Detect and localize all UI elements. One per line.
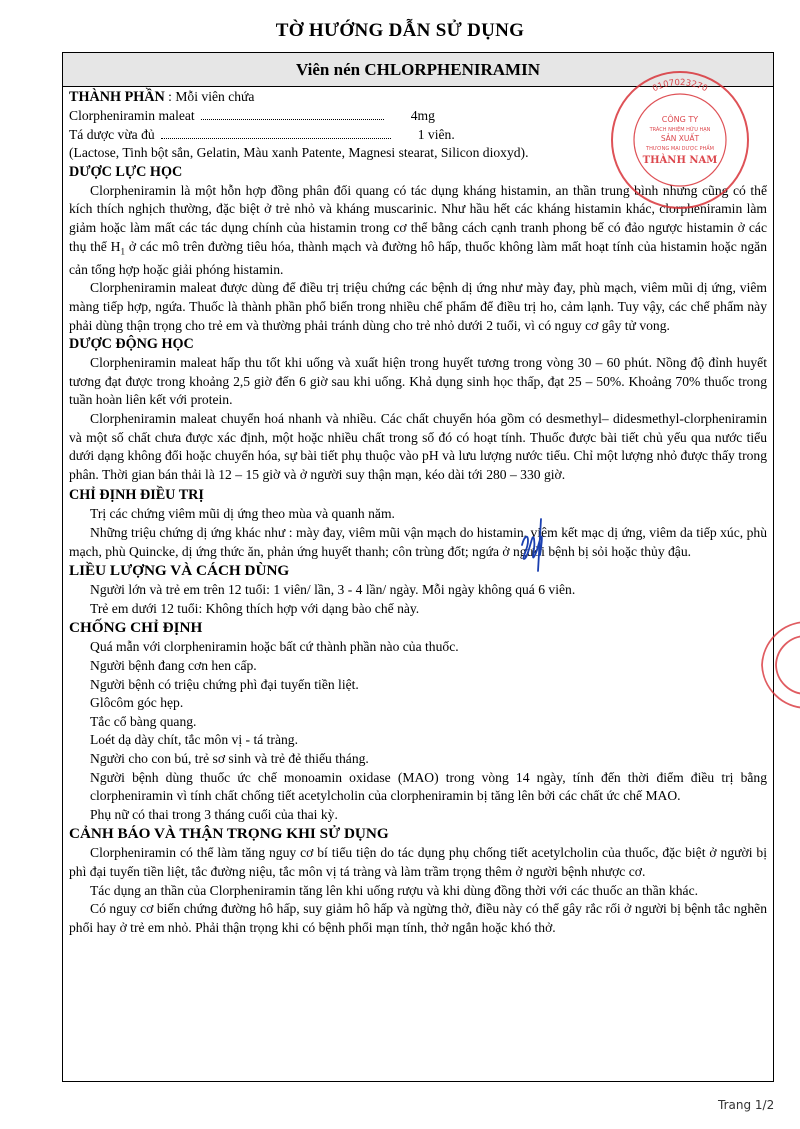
seal-line: SẢN XUẤT [660, 134, 700, 143]
warnings-paragraph: Clorpheniramin có thể làm tăng nguy cơ bí tiểu tiện do tác dụng phụ chống tiết acetylcholin của thuốc, đặc biệt ở người bị phì đại tuyến tiền liệt, tắc đường niệu, tắc môn vị tá tràng và làm trầm trọng thêm ở người bệnh nhược cơ. [69, 845, 767, 879]
composition-item-label: Clorpheniramin maleat [69, 108, 195, 123]
excipients-text: (Lactose, Tinh bột sắn, Gelatin, Màu xanh Patente, Magnesi stearat, Silicon dioxyd). [69, 145, 529, 161]
product-prefix: Viên nén [296, 60, 365, 79]
pharmacokinetics-paragraph: Clorpheniramin maleat hấp thu tốt khi uống và xuất hiện trong huyết tương trong vòng 30 – 60 phút. Nồng độ đỉnh huyết tương đạt được trong khoảng 2,5 giờ đến 6 giờ sau khi uống. Khả dụng sinh học thấp, đạt 25 – 50%. Khoảng 70% thuốc trong tuần hoàn liên kết với protein. [69, 355, 767, 408]
composition-heading: THÀNH PHẦN [69, 89, 165, 105]
company-seal-icon [607, 67, 753, 213]
leader-dots [161, 128, 391, 139]
page-number: Trang 1/2 [718, 1098, 775, 1112]
contraindication-item: Tắc cổ bàng quang. [90, 713, 197, 729]
pharmacodynamics-heading: DƯỢC LỰC HỌC [69, 163, 183, 180]
product-name: CHLORPHENIRAMIN [364, 60, 540, 79]
composition-item-value: 4mg [410, 108, 435, 123]
dosage-paragraph: Trẻ em dưới 12 tuổi: Không thích hợp với dạng bào chế này. [90, 600, 420, 616]
warnings-heading: CẢNH BÁO VÀ THẬN TRỌNG KHI SỬ DỤNG [69, 825, 389, 843]
composition-item-label: Tá dược vừa đủ [69, 126, 155, 142]
seal-line: CÔNG TY [661, 115, 699, 124]
contraindication-item: Người bệnh dùng thuốc ức chế monoamin oxidase (MAO) trong vòng 14 ngày, tính đến thời điểm điều trị bằng clorpheniramin vì tính chất chống tiết acetylcholin của clorpheniramin bị tăng lên bởi các chất ức chế MAO. [90, 769, 767, 804]
contraindications-heading: CHỐNG CHỈ ĐỊNH [69, 619, 203, 637]
contraindication-item: Người bệnh đang cơn hen cấp. [90, 657, 257, 673]
seal-line: THÀNH NAM [642, 155, 718, 166]
contraindication-item: Glôcôm góc hẹp. [90, 695, 184, 711]
indications-paragraph: Trị các chứng viêm mũi dị ứng theo mùa và quanh năm. [90, 506, 395, 522]
indications-heading: CHỈ ĐỊNH ĐIỀU TRỊ [69, 487, 204, 504]
seal-reg-no: 0107023270 [650, 77, 710, 95]
partial-stamp-icon [748, 620, 800, 710]
contraindication-item: Loét dạ dày chít, tắc môn vị - tá tràng. [90, 732, 298, 748]
contraindication-item: Người cho con bú, trẻ sơ sinh và trẻ đẻ thiếu tháng. [90, 750, 369, 766]
warnings-paragraph: Có nguy cơ biến chứng đường hô hấp, suy giảm hô hấp và ngừng thở, điều này có thể gây rắc rối ở người bị bệnh tắc nghẽn phổi hay ở trẻ em nhỏ. Phải thận trọng khi có bệnh phổi mạn tính, thở ngắn hoặc khó thở. [69, 901, 767, 935]
receptor-subscript: 1 [120, 246, 125, 257]
seal-line: TRÁCH NHIỆM HỮU HẠN [649, 127, 711, 133]
indications-paragraph: Những triệu chứng dị ứng khác như : mày đay, viêm mũi vận mạch do histamin, viêm kết mạc dị ứng, viêm da tiếp xúc, phù mạch, phù Quincke, dị ứng thức ăn, phản ứng huyết thanh; côn trùng đốt; ngứa ở người bệnh bị sỏi hoặc thủy đậu. [69, 525, 767, 559]
dosage-paragraph: Người lớn và trẻ em trên 12 tuổi: 1 viên/ lần, 3 - 4 lần/ ngày. Mỗi ngày không quá 6 viên. [90, 582, 576, 598]
dosage-heading: LIỀU LƯỢNG VÀ CÁCH DÙNG [69, 562, 290, 580]
leader-dots [201, 109, 384, 120]
document-title: TỜ HƯỚNG DẪN SỬ DỤNG [275, 20, 525, 41]
pharmacokinetics-heading: DƯỢC ĐỘNG HỌC [69, 336, 194, 353]
pharmacodynamics-text-b: ở các mô trên đường tiêu hóa, thành mạch và đường hô hấp, thuốc không làm mất hoạt tính của histamin hoặc ngăn cản tổng hợp hoặc giải phóng histamin. [69, 238, 768, 277]
contraindication-item: Phụ nữ có thai trong 3 tháng cuối của thai kỳ. [90, 806, 338, 822]
contraindication-item: Quá mẫn với clorpheniramin hoặc bất cứ thành phần nào của thuốc. [90, 639, 459, 655]
pharmacokinetics-paragraph: Clorpheniramin maleat chuyển hoá nhanh và nhiều. Các chất chuyển hóa gồm có desmethyl– didesmethyl-clorpheniramin và một số chất chưa được xác định, một hoặc nhiều chất trong số đó có hoạt tính. Thuốc được bài tiết chủ yếu qua nước tiểu dưới dạng không đổi hoặc chuyển hóa, sự bài tiết phụ thuộc vào pH và lưu lượng nước tiểu. Chỉ một lượng nhỏ được thấy trong phân. Thời gian bán thải là 12 – 15 giờ và ở người suy thận mạn, kéo dài tới 280 – 330 giờ. [69, 411, 767, 482]
pharmacodynamics-paragraph: Clorpheniramin maleat được dùng để điều trị triệu chứng các bệnh dị ứng như mày đay, phù mạch, viêm mũi dị ứng, viêm màng tiếp hợp, ngứa. Thuốc là thành phần phổ biến trong nhiều chế phẩm để điều trị ho, cảm lạnh. Tuy vậy, các chế phẩm này phải dùng thận trọng cho trẻ em và thường phải tránh dùng cho trẻ nhỏ dưới 2 tuổi, vì có nguy cơ gây tử vong. [69, 280, 767, 333]
leaflet-content [63, 87, 773, 937]
svg-text:0107023270 [651, 78, 709, 94]
composition-item-value: 1 viên. [417, 126, 455, 142]
seal-line: THƯƠNG MẠI DƯỢC PHẨM [646, 146, 714, 152]
warnings-paragraph: Tác dụng an thần của Clorpheniramin tăng lên khi uống rượu và khi dùng đồng thời với các thuốc an thần khác. [90, 882, 699, 898]
contraindication-item: Người bệnh có triệu chứng phì đại tuyến tiền liệt. [90, 676, 359, 692]
composition-heading-suffix: : Mỗi viên chứa [164, 89, 255, 104]
pharmacodynamics-text-a: Clorpheniramin là một hỗn hợp đồng phân đối quang có tác dụng kháng histamin, an thần trung bình nhưng cũng có thể kích thích nghịch thường, đặc biệt ở trẻ nhỏ và kháng muscarinic. Như hầu hết các kháng histamin khác, clorpheniramin làm giảm hoặc làm mất các tác dụng chính của histamin trong cơ thể bằng cách cạnh tranh phong bế có đảo ngược histamin ở các thụ thể H [69, 182, 767, 254]
signature-icon [508, 515, 558, 575]
